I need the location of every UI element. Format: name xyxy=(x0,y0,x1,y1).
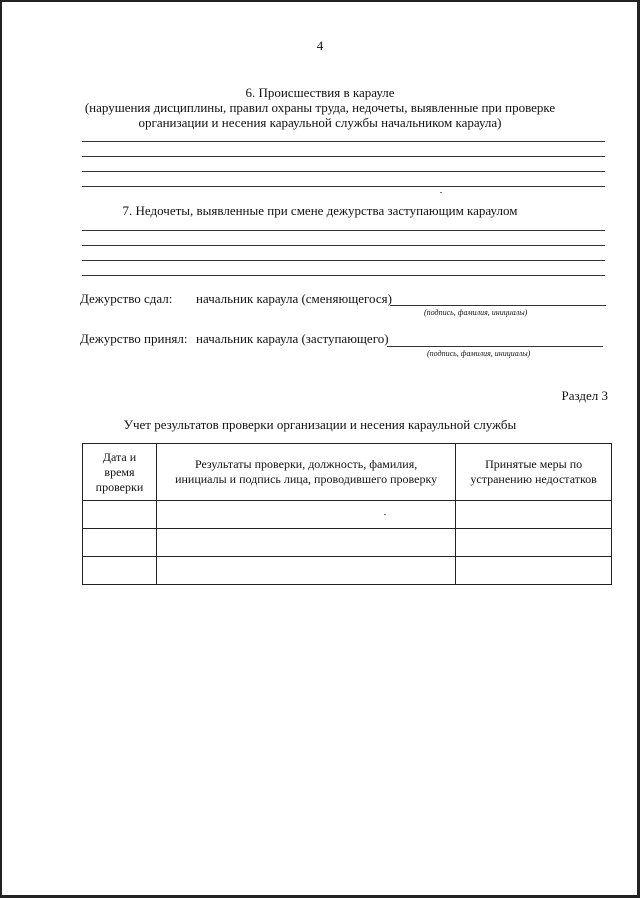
duty-accepted-label: Дежурство принял: xyxy=(80,331,188,346)
section6-title: 6. Происшествия в карауле xyxy=(245,85,395,100)
table-cell[interactable] xyxy=(83,501,157,529)
col-header-datetime: Дата и время проверки xyxy=(83,444,157,501)
section6-fill-line xyxy=(82,171,605,172)
table-cell[interactable] xyxy=(456,501,612,529)
table-cell[interactable] xyxy=(156,529,455,557)
section7-fill-line xyxy=(82,245,605,246)
section6-fill-line xyxy=(82,141,605,142)
table-row xyxy=(83,557,612,585)
duty-given-role: начальник караула (сменяющегося) xyxy=(196,291,392,306)
col-header-measures: Принятые меры по устранению недостатков xyxy=(456,444,612,501)
section7-fill-line xyxy=(82,275,605,276)
scan-speck xyxy=(384,514,386,515)
scan-speck xyxy=(440,192,442,193)
section6-subtitle-line2: организации и несения караульной службы начальником караула) xyxy=(138,115,502,130)
section7-fill-line xyxy=(82,230,605,231)
section7-fill-line xyxy=(82,260,605,261)
duty-given-signature-line xyxy=(390,305,606,306)
inspection-record-table xyxy=(82,443,612,585)
section6-fill-line xyxy=(82,186,605,187)
duty-accepted-role: начальник караула (заступающего) xyxy=(196,331,389,346)
section6-fill-line xyxy=(82,156,605,157)
table-row xyxy=(83,501,612,529)
table-cell[interactable] xyxy=(156,501,455,529)
table-header-row xyxy=(83,444,612,501)
section6-subtitle-line1: (нарушения дисциплины, правил охраны труда, недочеты, выявленные при проверке xyxy=(84,100,556,115)
scan-border-left xyxy=(0,0,2,898)
table-cell[interactable] xyxy=(83,529,157,557)
scan-border-top xyxy=(0,0,640,2)
page-number: 4 xyxy=(316,38,324,53)
section-label: Раздел 3 xyxy=(561,388,608,403)
table-cell[interactable] xyxy=(456,529,612,557)
duty-given-caption: (подпись, фамилия, инициалы) xyxy=(424,308,528,317)
table-cell[interactable] xyxy=(156,557,455,585)
table-title: Учет результатов проверки организации и несения караульной службы xyxy=(123,417,517,432)
section7-title: 7. Недочеты, выявленные при смене дежурства заступающим караулом xyxy=(122,203,518,218)
table-cell[interactable] xyxy=(83,557,157,585)
section6-heading xyxy=(0,85,640,130)
duty-given-label: Дежурство сдал: xyxy=(80,291,173,306)
table-cell[interactable] xyxy=(456,557,612,585)
col-header-results: Результаты проверки, должность, фамилия, инициалы и подпись лица, проводившего проверку xyxy=(156,444,455,501)
duty-accepted-signature-line xyxy=(387,346,603,347)
duty-accepted-caption: (подпись, фамилия, инициалы) xyxy=(427,349,531,358)
table-row xyxy=(83,529,612,557)
